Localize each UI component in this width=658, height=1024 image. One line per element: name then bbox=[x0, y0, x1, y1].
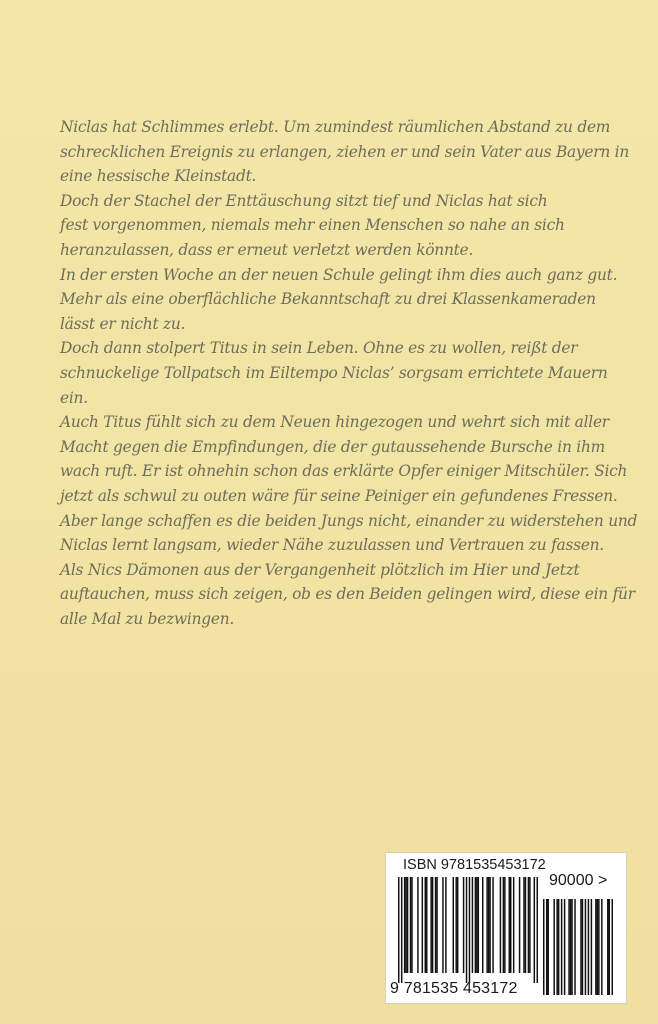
blurb-line: Doch der Stachel der Enttäuschung sitzt tief und Niclas hat sich bbox=[60, 191, 548, 210]
blurb-line: ein. bbox=[60, 388, 88, 407]
barcode-digits: 9 781535 453172 bbox=[390, 980, 518, 997]
barcode-bar bbox=[398, 877, 399, 983]
barcode-bar bbox=[476, 877, 477, 973]
blurb-line: jetzt als schwul zu outen wäre für seine Peiniger ein gefundenes Fressen. bbox=[60, 486, 618, 505]
blurb-line: auftauchen, muss sich zeigen, ob es den Beiden gelingen wird, diese ein für bbox=[60, 585, 635, 604]
barcode-bar bbox=[432, 877, 433, 973]
barcode-bar bbox=[430, 877, 431, 973]
supplement-bar bbox=[585, 899, 586, 995]
barcode-bar bbox=[510, 877, 511, 973]
barcode-bar bbox=[436, 877, 437, 973]
blurb-line: eine hessische Kleinstadt. bbox=[60, 167, 257, 186]
supplement-bar bbox=[591, 899, 592, 995]
barcode-bar bbox=[489, 877, 490, 973]
barcode-bar bbox=[482, 877, 483, 973]
barcode-bar bbox=[466, 877, 467, 983]
blurb-line: lässt er nicht zu. bbox=[60, 314, 186, 333]
barcode-bar bbox=[523, 877, 524, 973]
supplement-bar bbox=[598, 899, 599, 995]
supplement-bar bbox=[543, 899, 544, 995]
supplement-bar bbox=[556, 899, 557, 995]
ean-barcode bbox=[398, 877, 538, 983]
supplement-bar bbox=[582, 899, 583, 995]
supplement-bar bbox=[574, 899, 575, 995]
blurb-line: Niclas hat Schlimmes erlebt. Um zumindest räumlichen Abstand zu dem bbox=[60, 118, 611, 136]
barcode-bar bbox=[509, 877, 510, 973]
barcode-bar bbox=[417, 877, 418, 973]
barcode-bar bbox=[407, 877, 408, 973]
barcode-bar bbox=[472, 877, 473, 973]
supplement-bar bbox=[564, 899, 565, 995]
blurb-line: fest vorgenommen, niemals mehr einen Menschen so nahe an sich bbox=[60, 216, 565, 235]
barcode-bar bbox=[410, 877, 411, 973]
supplement-bar bbox=[612, 899, 613, 995]
blurb-line: heranzulassen, dass er erneut verletzt werden könnte. bbox=[60, 240, 474, 259]
barcode-bar bbox=[435, 877, 436, 973]
barcode-bar bbox=[445, 877, 446, 973]
barcode-bar bbox=[528, 877, 529, 973]
blurb-line: schrecklichen Ereignis zu erlangen, ziehen er und sein Vater aus Bayern in bbox=[60, 142, 629, 161]
blurb-line: Doch dann stolpert Titus in sein Leben. Ohne es zu wollen, reißt der bbox=[60, 339, 578, 358]
supplement-bar bbox=[546, 899, 547, 995]
blurb-text bbox=[60, 115, 638, 631]
barcode-bar bbox=[411, 877, 412, 973]
isbn-label: ISBN 9781535453172 bbox=[403, 857, 546, 873]
blurb-line: Niclas lernt langsam, wieder Nähe zuzulassen und Vertrauen zu fassen. bbox=[60, 536, 604, 555]
blurb-line: In der ersten Woche an der neuen Schule gelingt ihm dies auch ganz gut. bbox=[60, 265, 618, 284]
barcode-bar bbox=[537, 877, 538, 983]
barcode-bar bbox=[442, 877, 443, 973]
supplement-bar bbox=[547, 899, 548, 995]
blurb-line: schnuckelige Tollpatsch im Eiltempo Niclas’ sorgsam errichtete Mauern bbox=[60, 363, 608, 382]
supplement-bar bbox=[588, 899, 589, 995]
barcode-bar bbox=[426, 877, 427, 973]
supplement-bar bbox=[558, 899, 559, 995]
barcode-bar bbox=[486, 877, 487, 973]
barcode-bar bbox=[401, 877, 402, 983]
supplement-bar bbox=[561, 899, 562, 995]
barcode-bar bbox=[500, 877, 501, 973]
barcode-bar bbox=[425, 877, 426, 973]
supplement-barcode bbox=[543, 899, 613, 995]
supplement-bar bbox=[595, 899, 596, 995]
barcode-bar bbox=[453, 877, 454, 973]
blurb-line: alle Mal zu bezwingen. bbox=[60, 609, 235, 628]
barcode-bar bbox=[525, 877, 526, 973]
barcode-bar bbox=[492, 877, 493, 973]
blurb-line: Auch Titus fühlt sich zu dem Neuen hingezogen und wehrt sich mit aller bbox=[60, 413, 609, 432]
supplement-bar bbox=[553, 899, 554, 995]
supplement-bar bbox=[568, 899, 569, 995]
barcode-bar bbox=[457, 877, 458, 973]
barcode-bar bbox=[404, 877, 405, 973]
barcode-bar bbox=[513, 877, 514, 973]
barcode-bar bbox=[455, 877, 456, 973]
blurb-line: Aber lange schaffen es die beiden Jungs nicht, einander zu widerstehen und bbox=[60, 511, 638, 530]
barcode-bar bbox=[503, 877, 504, 973]
barcode-bar bbox=[519, 877, 520, 973]
barcode-bar bbox=[469, 877, 470, 983]
barcode-bar bbox=[529, 877, 530, 973]
barcode-bar bbox=[488, 877, 489, 973]
barcode-bar bbox=[463, 877, 464, 973]
blurb-line: wach ruft. Er ist ohnehin schon das erklärte Opfer einiger Mitschüler. Sich bbox=[60, 462, 628, 481]
supplement-bar bbox=[597, 899, 598, 995]
barcode-bar bbox=[504, 877, 505, 973]
supplement-bar bbox=[570, 899, 571, 995]
barcode-box bbox=[385, 852, 627, 1004]
blurb-line: Macht gegen die Empfindungen, die der gutaussehende Bursche in ihm bbox=[60, 437, 605, 456]
barcode-bar bbox=[534, 877, 535, 983]
supplement-bar bbox=[571, 899, 572, 995]
barcode-bar bbox=[478, 877, 479, 973]
supplement-bar bbox=[601, 899, 602, 995]
supplement-bar bbox=[580, 899, 581, 995]
barcode-bar bbox=[422, 877, 423, 973]
blurb-line: Mehr als eine oberflächliche Bekanntschaft zu drei Klassenkameraden bbox=[60, 290, 596, 309]
blurb-line: Als Nics Dämonen aus der Vergangenheit plötzlich im Hier und Jetzt bbox=[60, 560, 580, 579]
supplement-bar bbox=[607, 899, 608, 995]
supplement-bar bbox=[609, 899, 610, 995]
barcode-bar bbox=[475, 877, 476, 973]
supplement-label: 90000 > bbox=[549, 872, 608, 889]
barcode-bar bbox=[405, 877, 406, 973]
